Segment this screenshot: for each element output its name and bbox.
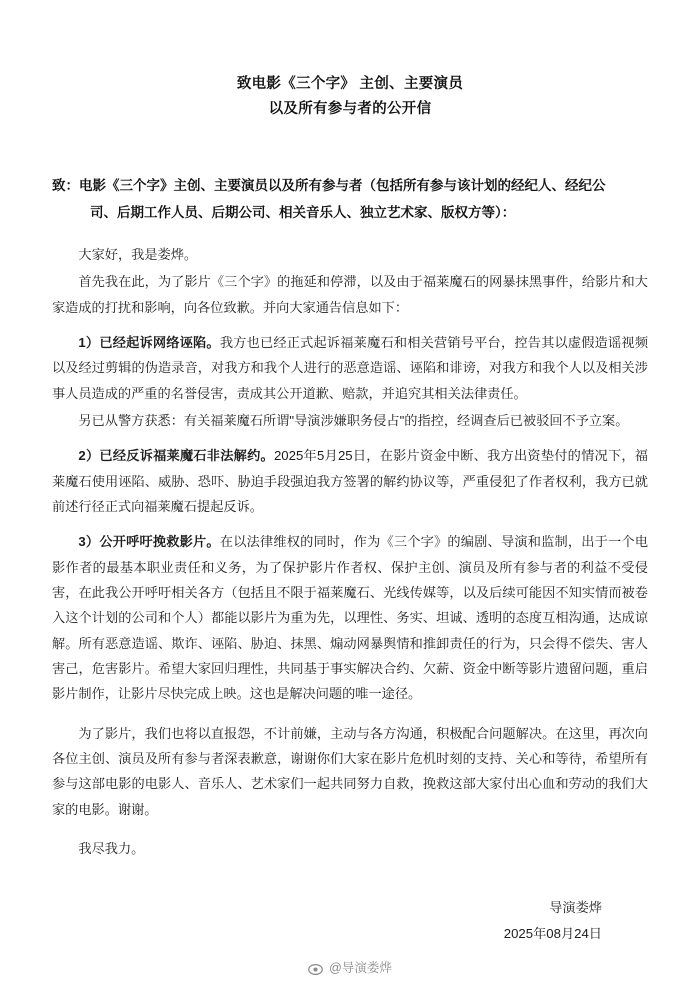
document-title bbox=[52, 72, 648, 121]
salutation-line-1: 电影《三个字》主创、主要演员以及所有参与者（包括所有参与该计划的经纪人、经纪公 bbox=[79, 178, 606, 194]
item-1-body: 我方也已经正式起诉福莱魔石和相关营销号平台，控告其以虚假造谣视频以及经过剪辑的伪造录音，对我方和我个人进行的恶意造谣、诬陷和诽谤，对我方和我个人以及相关涉事人员造成的严重的名誉侵害，责成其公开道歉、赔款，并追究其相关法律责任。 bbox=[52, 334, 649, 401]
watermark bbox=[0, 958, 700, 976]
item-1 bbox=[52, 330, 648, 406]
watermark-text: @导演娄烨 bbox=[329, 961, 392, 975]
item-2-number: 2） bbox=[78, 448, 100, 464]
item-2-heading: 已经反诉福莱魔石非法解约。 bbox=[99, 448, 274, 464]
item-2-body: 2025年5月25日，在影片资金中断、我方出资垫付的情况下，福莱魔石使用诬陷、威胁、恐吓、胁迫手段强迫我方签署的解约协议等，严重侵犯了作者权利，我方已就前述行径正式向福莱魔石提起反诉。 bbox=[52, 448, 648, 514]
item-1-number: 1） bbox=[78, 334, 100, 350]
item-1-heading: 已经起诉网络诬陷。 bbox=[99, 334, 220, 350]
item-1-note: 另已从警方获悉：有关福莱魔石所谓"导演涉嫌职务侵占"的指控，经调查后已被驳回不予立案。 bbox=[78, 412, 629, 428]
title-line-2: 以及所有参与者的公开信 bbox=[268, 100, 432, 117]
weibo-eye-icon bbox=[308, 962, 323, 977]
signature-date: 2025年08月24日 bbox=[503, 926, 602, 942]
paragraph-opening: 首先我在此，为了影片《三个字》的拖延和停滞，以及由于福莱魔石的网暴抹黑事件，给影片和大家造成的打扰和影响，向各位致歉。并向大家通告信息如下： bbox=[52, 274, 648, 315]
title-line-1: 致电影《三个字》 主创、主要演员 bbox=[236, 76, 464, 92]
item-3 bbox=[52, 529, 648, 706]
closing-paragraph-2: 我尽我力。 bbox=[78, 841, 145, 857]
item-3-body: 在以法律维权的同时，作为《三个字》的编剧、导演和监制，出于一个电影作者的最基本职业责任和义务，为了保护影片作者权、保护主创、演员及所有参与者的利益不受侵害，在此我公开呼吁相关各方（包括且不限于福莱魔石、光线传媒等，以及后续可能因不知实情而被卷入这个计划的公司和个人）都能以影片为重为先，以理性、务实、坦诚、透明的态度互相沟通，达成谅解。所有恶意造谣、欺诈、诬陷、胁迫、抹黑、煽动网暴舆情和推卸责任的行为，只会得不偿失、害人害己，危害影片。希望大家回归理性，共同基于事实解决合约、欠薪、资金中断等影片遗留问题，重启影片制作，让影片尽快完成上映。这也是解决问题的唯一途径。 bbox=[52, 534, 649, 702]
salutation-line-2: 司、后期工作人员、后期公司、相关音乐人、独立艺术家、版权方等）： bbox=[90, 204, 516, 220]
item-3-heading: 公开呼吁挽救影片。 bbox=[99, 534, 220, 550]
salutation-label: 致： bbox=[52, 178, 79, 194]
salutation-block bbox=[52, 173, 648, 226]
item-3-number: 3） bbox=[78, 534, 100, 550]
signature-name: 导演娄烨 bbox=[549, 900, 602, 916]
item-2 bbox=[52, 443, 648, 519]
closing-paragraph-1: 为了影片，我们也将以直报怨，不计前嫌，主动与各方沟通，积极配合问题解决。在这里，再次向各位主创、演员及所有参与者深表歉意，谢谢你们大家在影片危机时刻的支持、关心和等待，希望所有参与这部电影的电影人、音乐人、艺术家们一起共同努力自救，挽救这部大家付出心血和劳动的我们大家的电影。谢谢。 bbox=[52, 725, 648, 817]
signature-block bbox=[52, 895, 648, 946]
paragraph-greeting: 大家好，我是娄烨。 bbox=[78, 246, 198, 262]
